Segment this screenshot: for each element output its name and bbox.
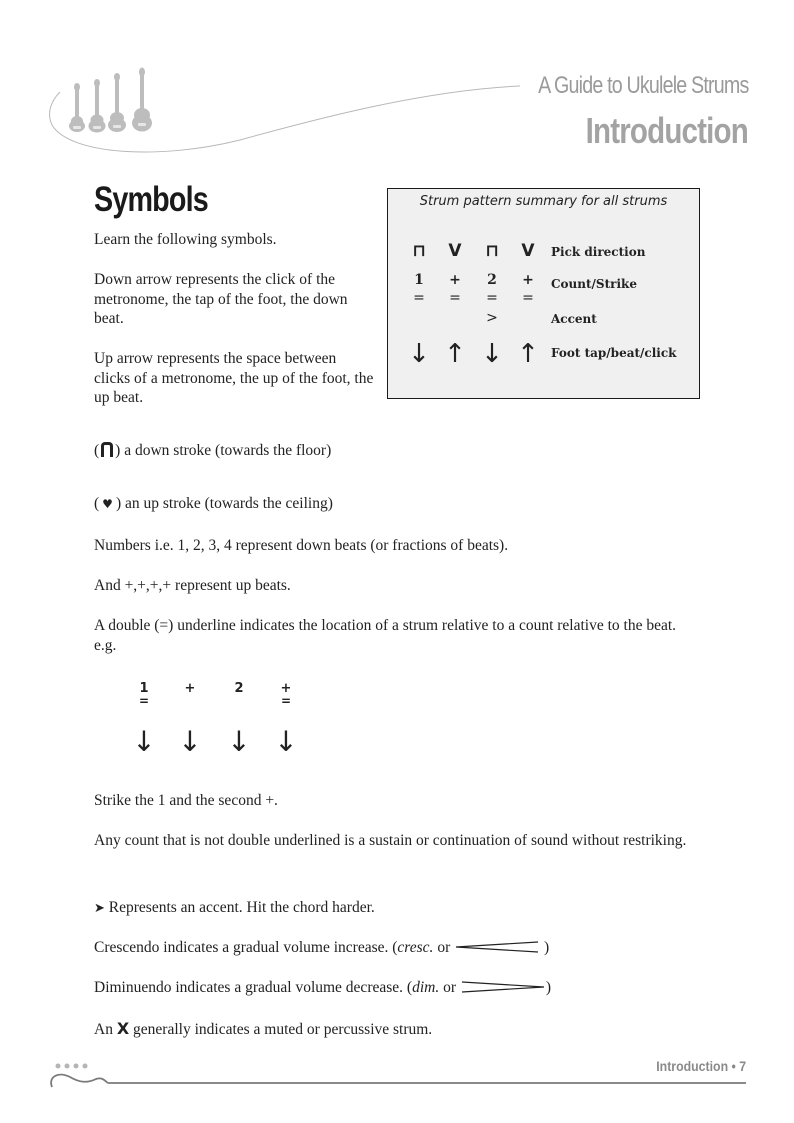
- down-stroke-legend: ( ) a down stroke (towards the floor): [94, 442, 332, 459]
- count-label: 1: [414, 272, 424, 288]
- down-arrow-icon: ↓: [178, 725, 202, 758]
- down-stroke-icon: ⊓: [412, 241, 426, 261]
- count-label: +: [522, 272, 534, 288]
- ukulele-icons: [69, 68, 152, 133]
- down-arrow-icon: ↓: [274, 725, 298, 758]
- down-stroke-icon: ⊓: [485, 241, 499, 261]
- down-arrow-icon: ↓: [132, 725, 156, 758]
- summary-column-2: [443, 241, 467, 261]
- example-count: 1: [139, 681, 149, 696]
- up-stroke-icon: V: [448, 241, 462, 261]
- diminuendo-text: Diminuendo indicates a gradual volume decrease. (dim. or ): [94, 979, 552, 996]
- accent-icon: ➤: [94, 901, 105, 916]
- row-label-count-strike: Count/Strike: [551, 277, 637, 291]
- strike-marker: =: [486, 290, 498, 306]
- down-arrow-icon: ↓: [481, 339, 503, 369]
- example-count: +: [184, 681, 196, 696]
- row-label-foot-tap: Foot tap/beat/click: [551, 346, 677, 360]
- numbers-text: Numbers i.e. 1, 2, 3, 4 represent down beats (or fractions of beats).: [94, 537, 509, 554]
- example-column-4: [272, 681, 300, 758]
- accent-marker: >: [486, 310, 498, 326]
- row-label-pick-direction: Pick direction: [551, 245, 646, 259]
- strike-marker: =: [280, 694, 292, 708]
- count-label: +: [449, 272, 461, 288]
- down-arrow-icon: ↓: [227, 725, 251, 758]
- strike-marker: =: [138, 694, 150, 708]
- strike-marker: =: [413, 290, 425, 306]
- up-arrow-icon: ↑: [444, 339, 466, 369]
- example-column-1: [130, 681, 158, 758]
- summary-caption: Strum pattern summary for all strums: [419, 194, 668, 209]
- example-column-2: [176, 681, 204, 758]
- crescendo-text: Crescendo indicates a gradual volume increase. (cresc. or ): [94, 939, 550, 956]
- plus-text: And +,+,+,+ represent up beats.: [94, 577, 291, 594]
- footer-dots-icon: [56, 1064, 88, 1069]
- double-underline-text: A double (=) underline indicates the location of a strum relative to a count relative to the beat. e.g.: [94, 617, 677, 654]
- summary-column-1: [407, 241, 431, 261]
- section-heading: Symbols: [94, 180, 208, 219]
- up-stroke-legend: ( ♥ ) an up stroke (towards the ceiling): [94, 495, 333, 512]
- sustain-text: Any count that is not double underlined is a sustain or continuation of sound without restriking.: [94, 832, 687, 849]
- strike-marker: =: [522, 290, 534, 306]
- mute-text: An X generally indicates a muted or percussive strum.: [94, 1019, 433, 1038]
- strike-marker: =: [449, 290, 461, 306]
- up-stroke-icon: V: [521, 241, 535, 261]
- series-title: A Guide to Ukulele Strums: [537, 72, 748, 99]
- down-arrow-icon: ↓: [408, 339, 430, 369]
- up-stroke-icon: ♥: [102, 497, 113, 511]
- summary-column-4: [516, 241, 540, 261]
- mute-x-icon: X: [116, 1019, 130, 1038]
- count-label: 2: [487, 272, 497, 288]
- summary-column-3: [480, 241, 504, 261]
- up-arrow-icon: ↑: [517, 339, 539, 369]
- strum-summary-box: [387, 188, 700, 399]
- intro-text: Learn the following symbols.: [94, 231, 277, 248]
- crescendo-hairpin-icon: [454, 940, 540, 954]
- example-column-3: [225, 681, 253, 758]
- example-count: +: [280, 681, 292, 696]
- chapter-title: Introduction: [585, 110, 748, 151]
- up-arrow-description: Up arrow represents the space between clicks of a metronome, the up of the foot, the up beat.: [94, 350, 374, 406]
- down-arrow-description: Down arrow represents the click of the metronome, the tap of the foot, the down beat.: [94, 271, 348, 327]
- strike-text: Strike the 1 and the second +.: [94, 792, 278, 809]
- footer-page-label: Introduction • 7: [656, 1058, 746, 1074]
- row-label-accent: Accent: [551, 312, 597, 326]
- diminuendo-hairpin-icon: [460, 980, 546, 994]
- footer-swoosh-line: [51, 1075, 108, 1087]
- down-stroke-icon: [101, 442, 113, 457]
- accent-text: ➤ Represents an accent. Hit the chord harder.: [94, 899, 375, 916]
- strum-example: [130, 682, 310, 772]
- example-count: 2: [234, 681, 244, 696]
